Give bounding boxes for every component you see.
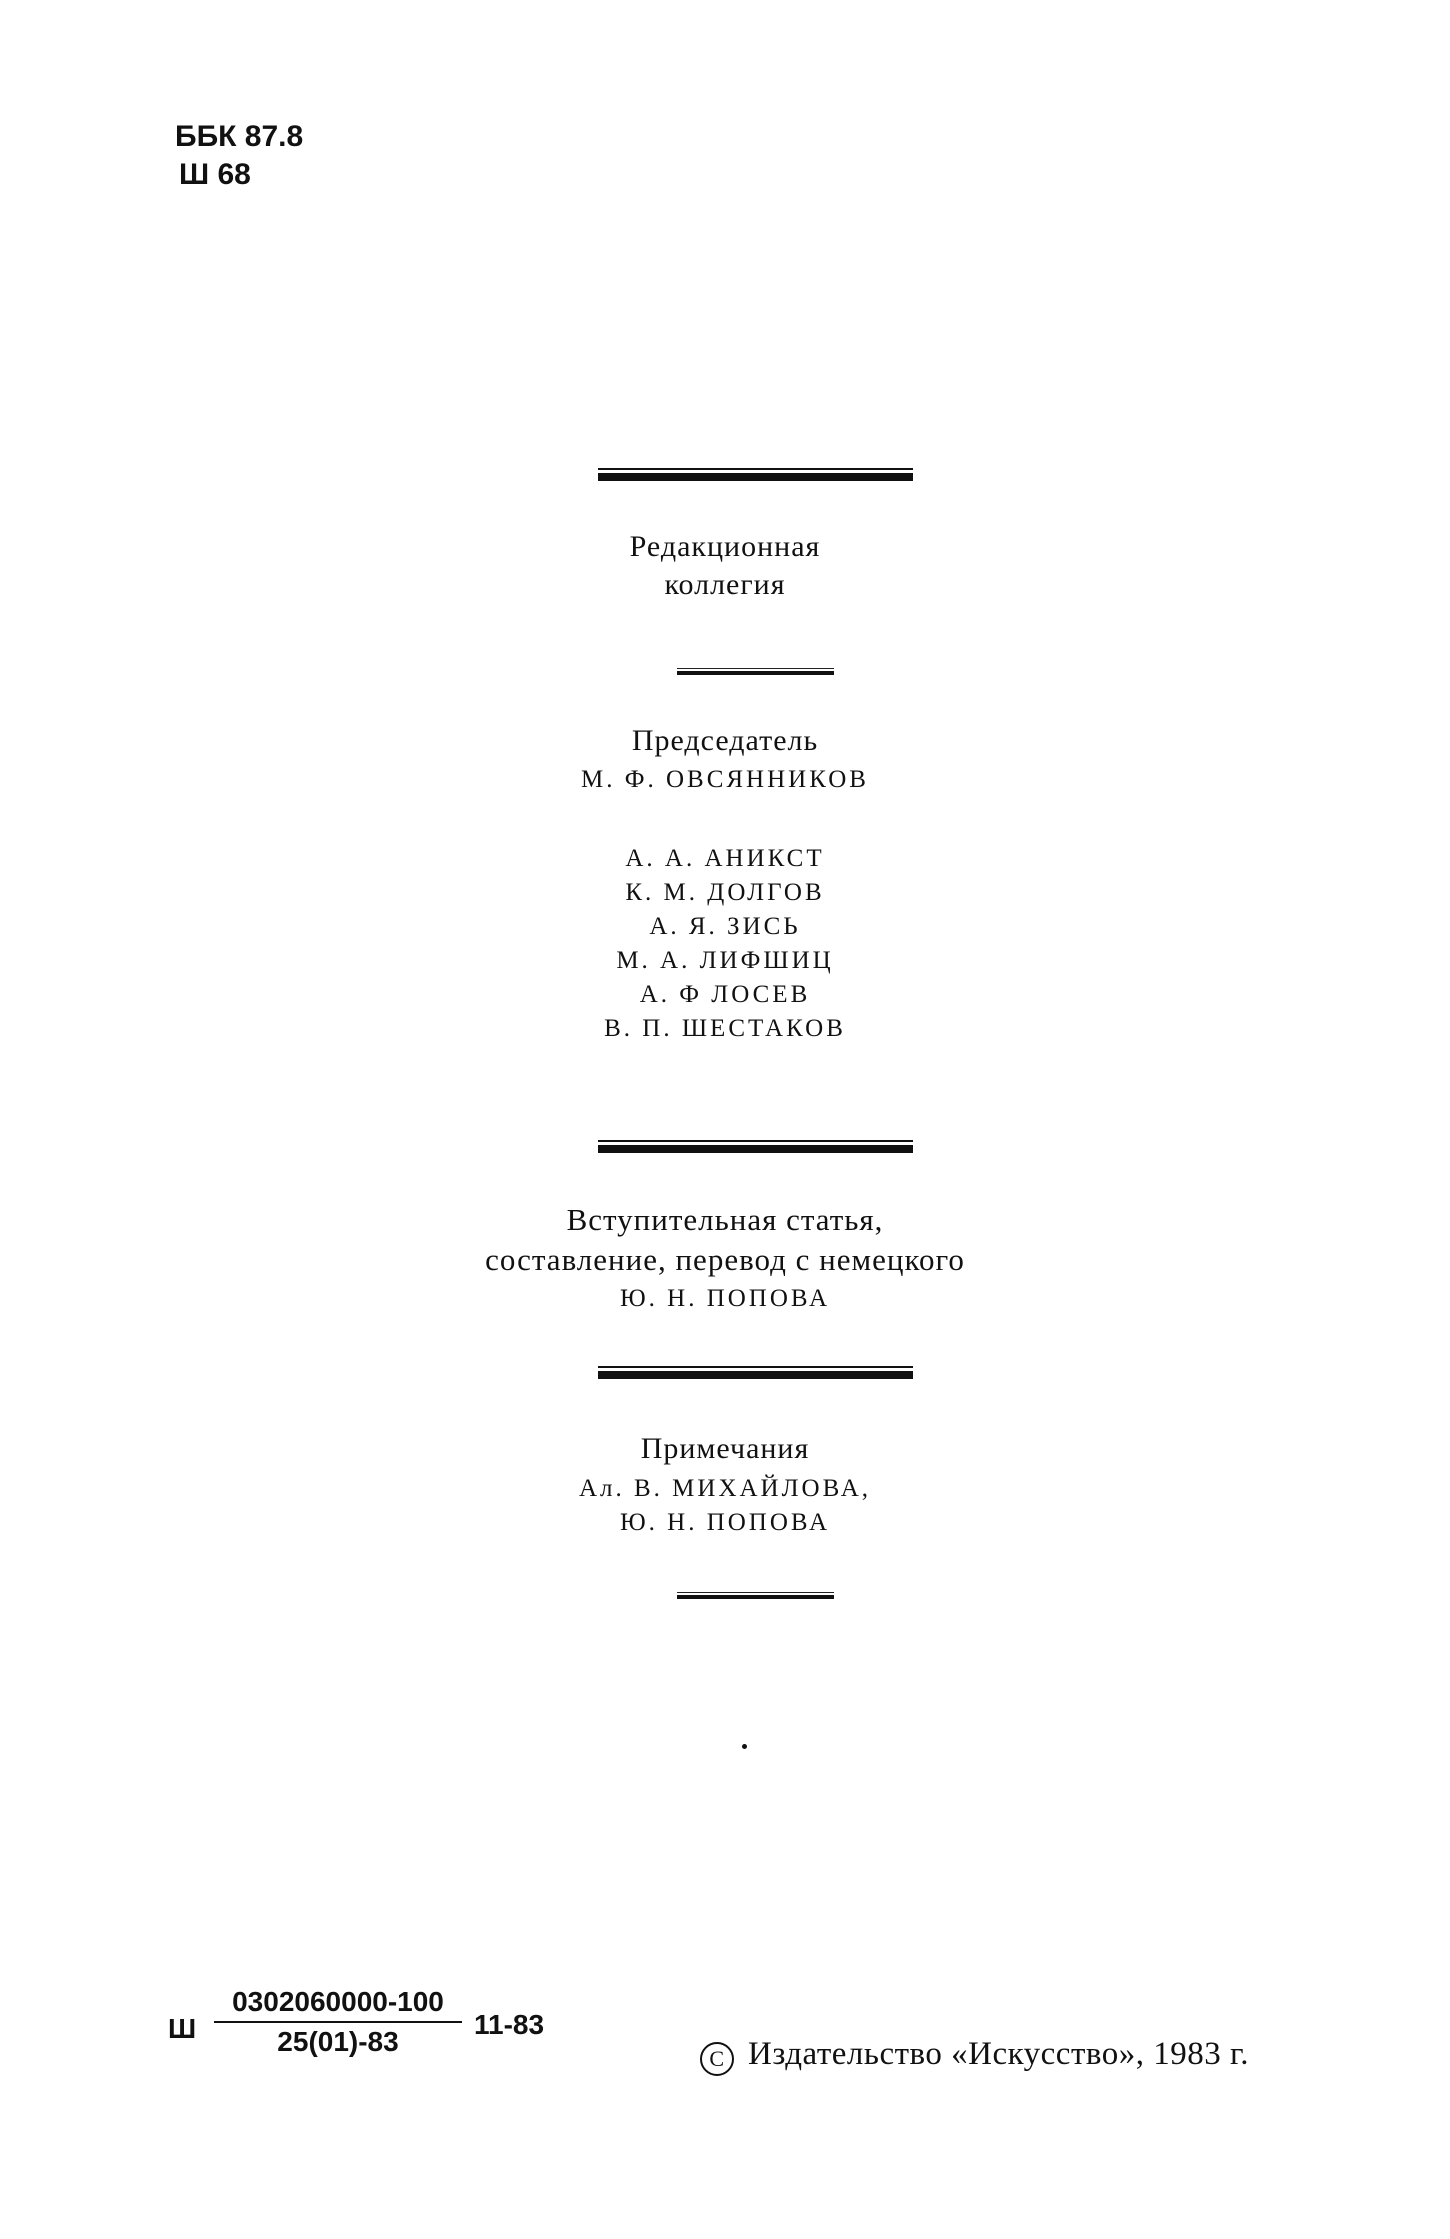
print-dot <box>742 1744 747 1749</box>
rule-thick-line <box>598 1145 913 1153</box>
rule-thin-line <box>598 468 913 470</box>
chair-label: Председатель <box>631 724 819 757</box>
catalog-numerator: 0302060000-100 <box>232 1986 444 2017</box>
member-name: В. П. ШЕСТАКОВ <box>604 1015 846 1042</box>
catalog-letter: Ш <box>168 2013 197 2044</box>
intro-author: Ю. Н. ПОПОВА <box>619 1285 831 1312</box>
editorial-heading-line1: Редакционная <box>629 530 821 563</box>
notes-author: Ал. В. МИХАЙЛОВА, <box>578 1475 872 1502</box>
introduction-credits <box>0 1200 1450 1280</box>
bbk-code: ББК 87.8 <box>175 120 304 153</box>
catalog-denominator: 25(01)-83 <box>277 2026 399 2057</box>
rule-thick-line <box>598 473 913 481</box>
catalog-fraction <box>214 1985 462 2059</box>
copyright-text: Издательство «Искусство», 1983 г. <box>748 2036 1250 2072</box>
rule-thin-line <box>677 1592 834 1593</box>
rule-thick-line <box>598 1371 913 1379</box>
fraction-bar <box>214 2021 462 2023</box>
copyright-line <box>700 2034 1249 2076</box>
author-mark-code: Ш 68 <box>179 158 251 191</box>
copyright-icon: C <box>700 2042 734 2076</box>
notes-authors <box>0 1472 1450 1540</box>
double-rule-top <box>598 468 913 482</box>
member-name: К. М. ДОЛГОВ <box>625 879 825 906</box>
editorial-heading-line2: коллегия <box>664 568 786 601</box>
editorial-members-list <box>0 842 1450 1046</box>
rule-thin-line <box>598 1366 913 1368</box>
notes-heading: Примечания <box>640 1432 810 1465</box>
rule-thin-line <box>598 1140 913 1142</box>
member-name: А. Я. ЗИСЬ <box>649 913 801 940</box>
member-name: А. Ф ЛОСЕВ <box>639 981 811 1008</box>
notes-author: Ю. Н. ПОПОВА <box>619 1509 831 1536</box>
chair-name: М. Ф. ОВСЯННИКОВ <box>580 766 869 793</box>
classification-codes <box>175 118 303 194</box>
member-name: А. А. АНИКСТ <box>625 845 825 872</box>
rule-thin-line <box>677 668 834 669</box>
short-rule-2 <box>677 1592 834 1600</box>
rule-thick-line <box>677 671 834 675</box>
short-rule-1 <box>677 668 834 676</box>
rule-thick-line <box>677 1595 834 1599</box>
double-rule-lower <box>598 1366 913 1380</box>
double-rule-middle <box>598 1140 913 1154</box>
editorial-board-heading <box>0 528 1450 604</box>
intro-line1: Вступительная статья, <box>566 1202 884 1237</box>
catalog-suffix: 11-83 <box>474 2009 545 2040</box>
intro-line2: составление, перевод с немецкого <box>485 1242 965 1277</box>
member-name: М. А. ЛИФШИЦ <box>616 947 834 974</box>
